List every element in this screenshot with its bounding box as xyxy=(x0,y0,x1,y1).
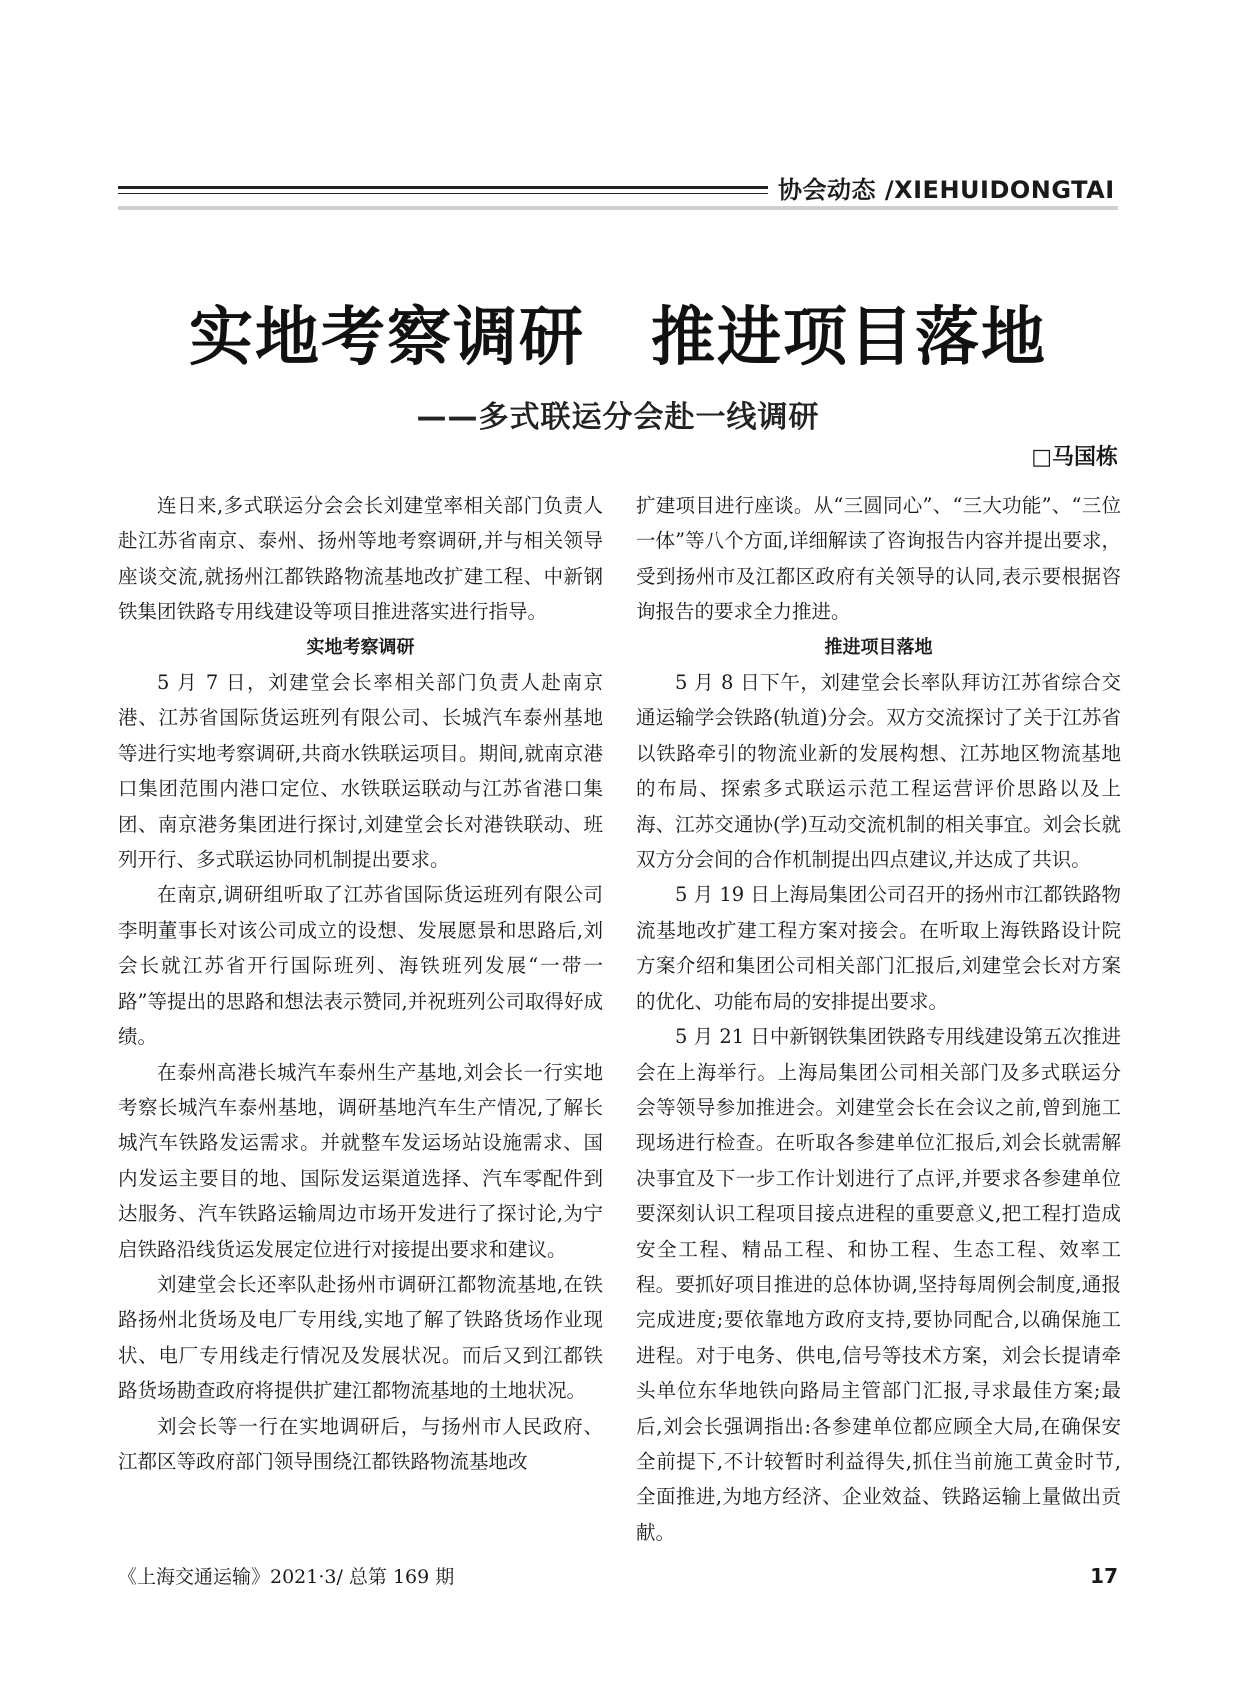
paragraph-nanjing: 在南京,调研组听取了江苏省国际货运班列有限公司李明董事长对该公司成立的设想、发展愿景和思路后,刘会长就江苏省开行国际班列、海铁班列发展“一带一路”等提出的思路和想法表示赞同,并祝班列公司取得好成绩。 xyxy=(118,883,603,1049)
journal-footer: 《上海交通运输》2021·3/ 总第 169 期 xyxy=(118,1566,455,1588)
paragraph-symposium-cont: 扩建项目进行座谈。从“三圆同心”、“三大功能”、“三位一体”等八个方面,详细解读了咨询报告内容并提出要求，受到扬州市及江都区政府有关领导的认同,表示要根据咨询报告的要求全力推进。 xyxy=(636,494,1121,624)
paragraph-yangzhou: 刘建堂会长还率队赴扬州市调研江都物流基地,在铁路扬州北货场及电厂专用线,实地了解了铁路货场作业现状、电厂专用线走行情况及发展状况。而后又到江都铁路货场勘查政府将提供扩建江都物流基地的土地状况。 xyxy=(118,1272,603,1403)
section-heading-implementation: 推进项目落地 xyxy=(824,636,933,658)
paragraph-symposium: 刘会长等一行在实地调研后，与扬州市人民政府、江都区等政府部门领导围绕江都铁路物流基地改 xyxy=(118,1414,603,1473)
header-bar xyxy=(118,206,1118,210)
paragraph-may8: 5 月 8 日下午，刘建堂会长率队拜访江苏省综合交通运输学会铁路(轨道)分会。双方交流探讨了关于江苏省以铁路牵引的物流业新的发展构想、江苏地区物流基地的布局、探索多式联运示范工程运营评价思路以及上海、江苏交通协(学)互动交流机制的相关事宜。刘会长就双方分会间的合作机制提出四点建议,并达成了共识。 xyxy=(636,671,1121,872)
paragraph-may19: 5 月 19 日上海局集团公司召开的扬州市江都铁路物流基地改扩建工程方案对接会。在听取上海铁路设计院方案介绍和集团公司相关部门汇报后,刘建堂会长对方案的优化、功能布局的安排提出要求。 xyxy=(636,883,1121,1013)
header-rule-thick xyxy=(118,186,768,189)
section-label: 协会动态 /XIEHUIDONGTAI xyxy=(778,176,1115,204)
left-column xyxy=(118,488,603,1479)
page-number: 17 xyxy=(1090,1564,1118,1588)
paragraph-may21: 5 月 21 日中新钢铁集团铁路专用线建设第五次推进会在上海举行。上海局集团公司相关部门及多式联运分会等领导参加推进会。刘建堂会长在会议之前,曾到施工现场进行检查。在听取各参建单位汇报后,刘会长就需解决事宜及下一步工作计划进行了点评,并要求各参建单位要深刻认识工程项目接点进程的重要意义,把工程打造成安全工程、精品工程、和协工程、生态工程、效率工程。要抓好项目推进的总体协调,坚持每周例会制度,通报完成进度;要依靠地方政府支持,要协同配合,以确保施工进程。对于电务、供电,信号等技术方案，刘会长提请牵头单位东华地铁向路局主管部门汇报,寻求最佳方案;最后,刘会长强调指出:各参建单位都应顾全大局,在确保安全前提下,不计较暂时利益得失,抓住当前施工黄金时节,全面推进,为地方经济、企业效益、铁路运输上量做出贡献。 xyxy=(636,1025,1121,1544)
article-author: □马国栋 xyxy=(1031,445,1118,470)
header-rule-thin xyxy=(118,193,768,194)
article-subtitle: ——多式联运分会赴一线调研 xyxy=(416,400,820,435)
intro-paragraph: 连日来,多式联运分会会长刘建堂率相关部门负责人赴江苏省南京、泰州、扬州等地考察调研,并与相关领导座谈交流,就扬州江都铁路物流基地改扩建工程、中新钢铁集团铁路专用线建设等项目推进落实进行指导。 xyxy=(118,494,603,624)
paragraph-may7: 5 月 7 日，刘建堂会长率相关部门负责人赴南京港、江苏省国际货运班列有限公司、长城汽车泰州基地等进行实地考察调研,共商水铁联运项目。期间,就南京港口集团范围内港口定位、水铁联运联动与江苏省港口集团、南京港务集团进行探讨,刘建堂会长对港铁联动、班列开行、多式联运协同机制提出要求。 xyxy=(118,671,603,872)
paragraph-taizhou: 在泰州高港长城汽车泰州生产基地,刘会长一行实地考察长城汽车泰州基地，调研基地汽车生产情况,了解长城汽车铁路发运需求。并就整车发运场站设施需求、国内发运主要目的地、国际发运渠道选择、汽车零配件到达服务、汽车铁路运输周边市场开发进行了探讨论,为宁启铁路沿线货运发展定位进行对接提出要求和建议。 xyxy=(118,1060,603,1261)
article-title: 实地考察调研 推进项目落地 xyxy=(189,300,1047,375)
right-column xyxy=(636,488,1121,1550)
section-heading-inspection: 实地考察调研 xyxy=(306,636,415,658)
